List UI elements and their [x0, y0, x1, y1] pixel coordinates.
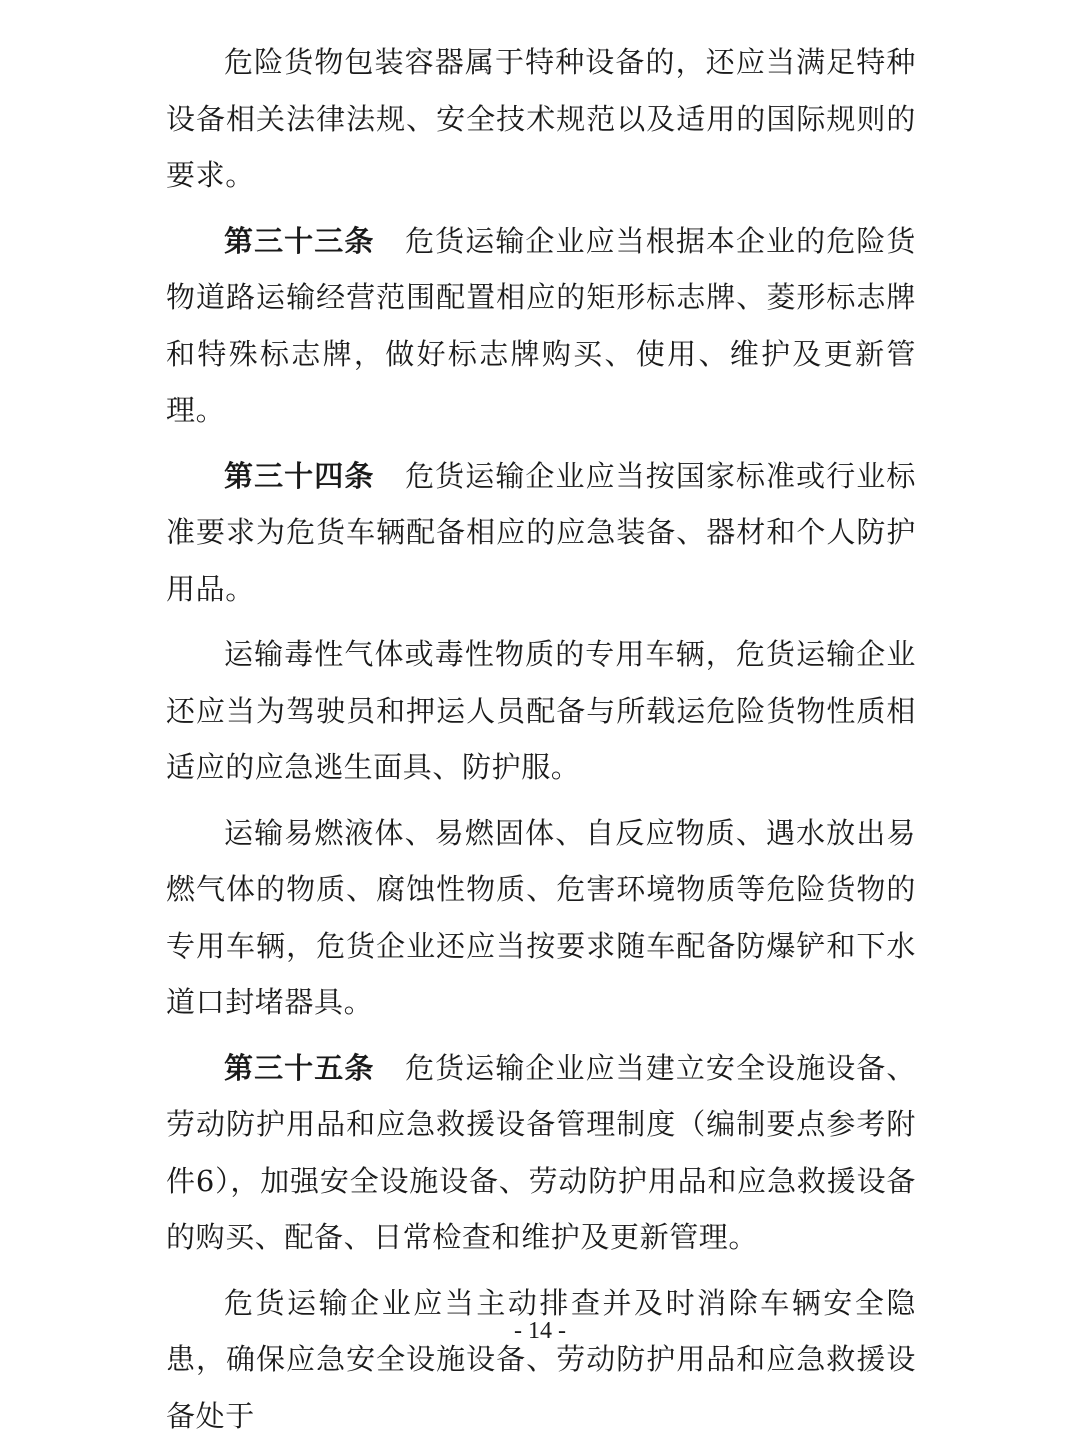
paragraph-2 — [166, 213, 916, 439]
article-heading: 第三十五条 — [224, 1050, 375, 1085]
paragraph-text: 运输毒性气体或毒性物质的专用车辆，危货运输企业还应当为驾驶员和押运人员配备与所载运危险货物性质相适应的应急逃生面具、防护服。 — [166, 637, 916, 784]
paragraph-1 — [166, 34, 916, 204]
article-heading: 第三十四条 — [224, 458, 375, 493]
paragraph-7 — [166, 1275, 916, 1445]
paragraph-4 — [166, 626, 916, 796]
paragraph-text: 危货运输企业应当按国家标准或行业标准要求为危货车辆配备相应的应急装备、器材和个人防护用品。 — [166, 458, 916, 606]
paragraph-text: 危货运输企业应当根据本企业的危险货物道路运输经营范围配置相应的矩形标志牌、菱形标志牌和特殊标志牌，做好标志牌购买、使用、维护及更新管理。 — [166, 223, 916, 427]
paragraph-6 — [166, 1040, 916, 1266]
paragraph-text: 运输易燃液体、易燃固体、自反应物质、遇水放出易燃气体的物质、腐蚀性物质、危害环境物质等危险货物的专用车辆，危货企业还应当按要求随车配备防爆铲和下水道口封堵器具。 — [166, 815, 916, 1019]
document-body — [166, 34, 916, 1453]
article-heading: 第三十三条 — [224, 223, 375, 258]
paragraph-3 — [166, 448, 916, 618]
paragraph-text: 危险货物包装容器属于特种设备的，还应当满足特种设备相关法律法规、安全技术规范以及适用的国际规则的要求。 — [166, 45, 916, 192]
paragraph-text: 危货运输企业应当建立安全设施设备、劳动防护用品和应急救援设备管理制度（编制要点参考附件6），加强安全设施设备、劳动防护用品和应急救援设备的购买、配备、日常检查和维护及更新管理。 — [166, 1050, 916, 1254]
paragraph-5 — [166, 805, 916, 1031]
paragraph-text: 危货运输企业应当主动排查并及时消除车辆安全隐患，确保应急安全设施设备、劳动防护用品和应急救援设备处于 — [166, 1285, 916, 1433]
page-number: - 14 - — [514, 1318, 566, 1344]
